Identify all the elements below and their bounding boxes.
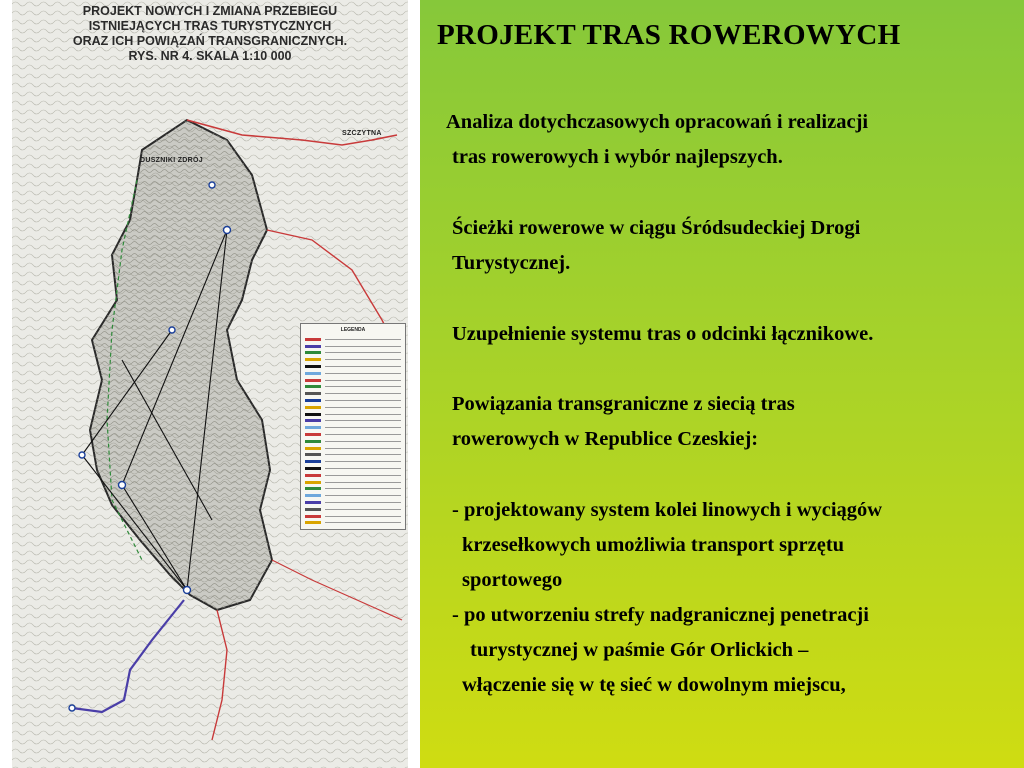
map-title-line: PROJEKT NOWYCH I ZMIANA PRZEBIEGU: [82, 4, 338, 18]
place-label-duszniki: DUSZNIKI ZDRÓJ: [140, 157, 203, 164]
text-line: Turystycznej.: [452, 252, 571, 274]
text-line: krzesełkowych umożliwia transport sprzętu: [462, 534, 845, 556]
map-title: [12, 4, 408, 64]
map-title-line: ORAZ ICH POWIĄZAŃ TRANSGRANICZNYCH.: [72, 34, 348, 48]
text-line: - projektowany system kolei linowych i wyciągów: [452, 499, 883, 521]
text-line: sportowego: [462, 569, 563, 591]
map-legend: [300, 323, 406, 530]
paragraph-crossborder: [452, 387, 795, 457]
bullet-cableway: [452, 493, 882, 598]
place-label-szczytna: SZCZYTNA: [342, 130, 382, 137]
paragraph-paths: [452, 211, 860, 281]
text-line: Uzupełnienie systemu tras o odcinki łącznikowe.: [452, 323, 874, 345]
text-line: Analiza dotychczasowych opracowań i realizacji: [446, 111, 869, 133]
text-line: - po utworzeniu strefy nadgranicznej penetracji: [452, 604, 869, 626]
text-line: Ścieżki rowerowe w ciągu Śródsudeckiej Drogi: [452, 217, 861, 239]
text-line: tras rowerowych i wybór najlepszych.: [452, 146, 783, 168]
paragraph-analysis: [446, 105, 868, 175]
text-line: turystycznej w paśmie Gór Orlickich –: [470, 639, 809, 661]
text-line: włączenie się w tę sieć w dowolnym miejscu,: [462, 674, 846, 696]
slide-content: [432, 0, 1012, 768]
text-line: Powiązania transgraniczne z siecią tras: [452, 393, 795, 415]
map-panel: [0, 0, 420, 768]
map-title-line: ISTNIEJĄCYCH TRAS TURYSTYCZNYCH: [88, 19, 332, 33]
topographic-map: [12, 0, 408, 768]
text-line: rowerowych w Republice Czeskiej:: [452, 428, 759, 450]
paragraph-connectors: [452, 317, 873, 352]
slide-title: PROJEKT TRAS ROWEROWYCH: [437, 19, 901, 51]
map-title-line: RYS. NR 4. SKALA 1:10 000: [128, 49, 292, 63]
bullet-border-zone: [452, 598, 869, 703]
legend-title: LEGENDA: [340, 327, 366, 333]
